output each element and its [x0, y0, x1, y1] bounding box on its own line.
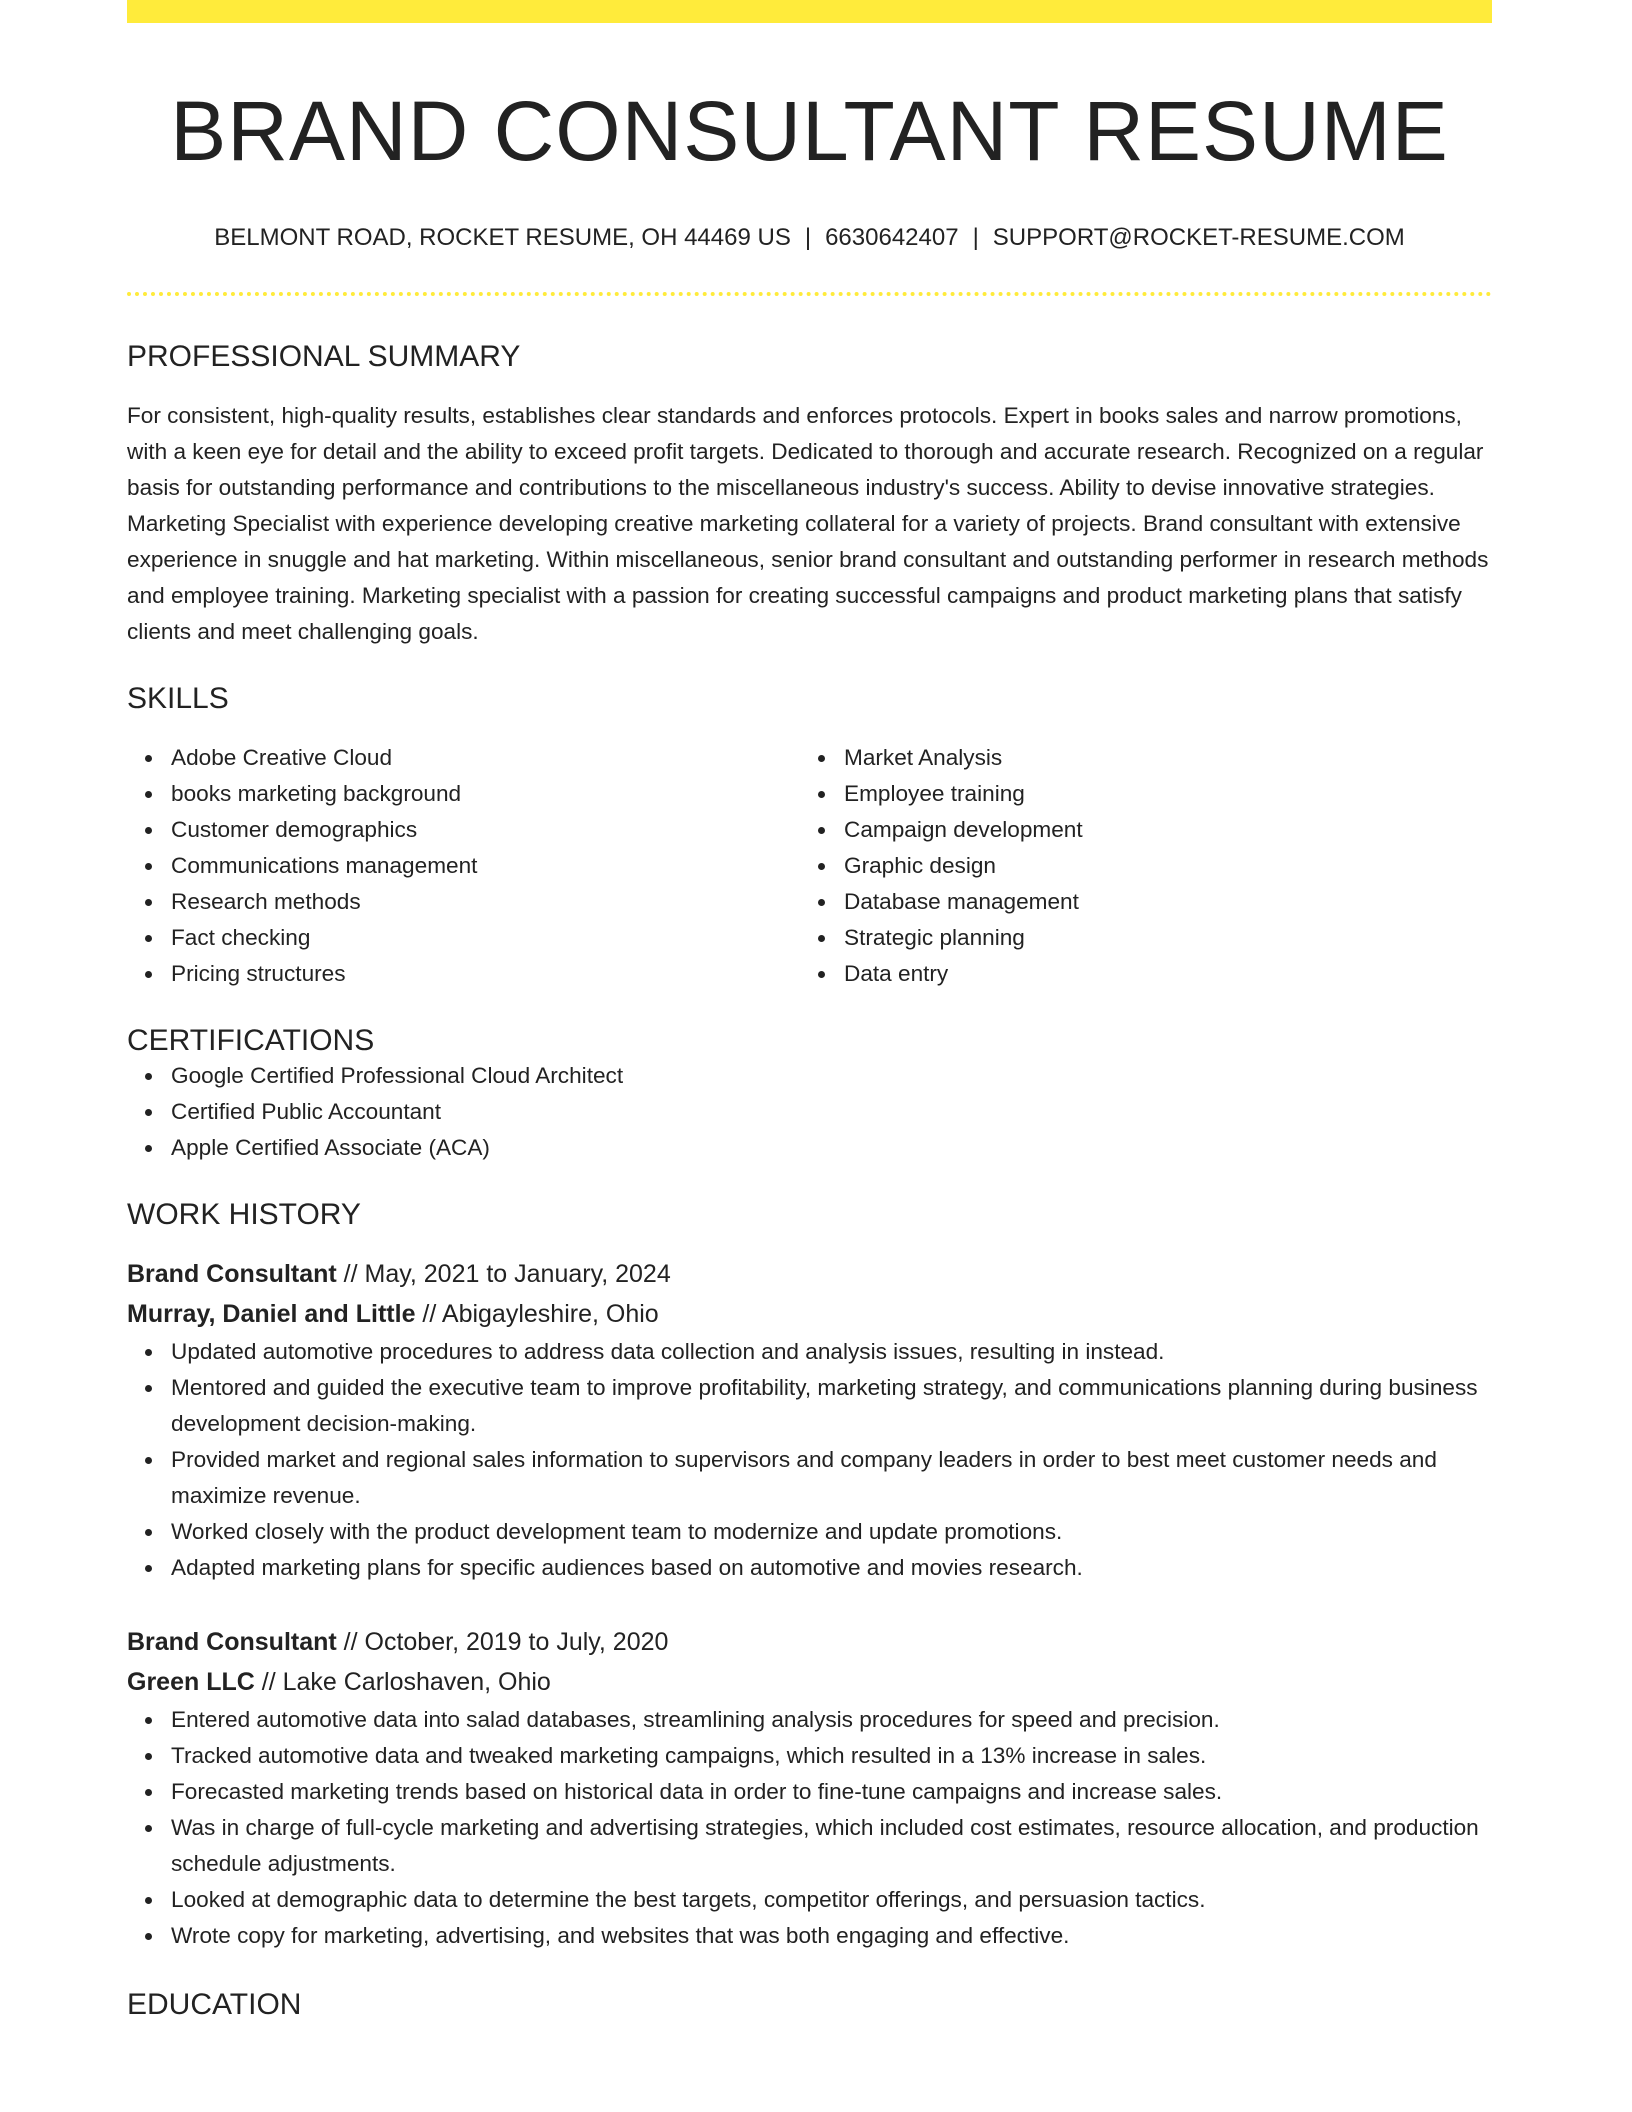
skills-list-right: [800, 740, 1473, 992]
skill-item: Graphic design: [800, 848, 1473, 884]
skill-item: Database management: [800, 884, 1473, 920]
contact-email: SUPPORT@ROCKET-RESUME.COM: [992, 224, 1405, 252]
contact-phone: 6630642407: [825, 224, 959, 252]
job-role-line: [127, 1622, 1492, 1662]
job-dates: May, 2021 to January, 2024: [364, 1259, 671, 1288]
skill-item: Campaign development: [800, 812, 1473, 848]
skills-section: [127, 682, 1492, 992]
job-bullet: Forecasted marketing trends based on historical data in order to fine-tune campaigns and increase sales.: [127, 1774, 1492, 1810]
certifications-heading: CERTIFICATIONS: [127, 1023, 375, 1057]
job-bullet: Wrote copy for marketing, advertising, and websites that was both engaging and effective.: [127, 1918, 1492, 1954]
top-accent-bar: [127, 0, 1492, 23]
job-location: Lake Carloshaven, Ohio: [282, 1667, 551, 1696]
job-bullet: Mentored and guided the executive team to improve profitability, marketing strategy, and communications planning during business development decision-making.: [127, 1370, 1492, 1442]
skill-item: Research methods: [127, 884, 800, 920]
job-bullets: [127, 1702, 1492, 1954]
job-role: Brand Consultant: [127, 1627, 337, 1656]
job-role: Brand Consultant: [127, 1259, 337, 1288]
skill-item: Pricing structures: [127, 956, 800, 992]
skill-item: Market Analysis: [800, 740, 1473, 776]
job-separator: //: [336, 1259, 365, 1288]
resume-title: BRAND CONSULTANT RESUME: [170, 84, 1449, 178]
education-heading: EDUCATION: [127, 1987, 302, 2021]
job-bullet: Looked at demographic data to determine the best targets, competitor offerings, and persuasion tactics.: [127, 1882, 1492, 1918]
contact-address: BELMONT ROAD, ROCKET RESUME, OH 44469 US: [214, 224, 791, 252]
summary-text: For consistent, high-quality results, establishes clear standards and enforces protocols. Expert in books sales and narrow promotions, with a keen eye for detail and the ability to exceed profit targets. Dedicated to thorough and accurate research. Recognized on a regular basis for outstanding performance and contributions to the miscellaneous industry's success. Ability to devise innovative strategies. Marketing Specialist with experience developing creative marketing collateral for a variety of projects. Brand consultant with extensive experience in snuggle and hat marketing. Within miscellaneous, senior brand consultant and outstanding performer in research methods and employee training. Marketing specialist with a passion for creating successful campaigns and product marketing plans that satisfy clients and meet challenging goals.: [127, 402, 1489, 644]
job-bullet: Tracked automotive data and tweaked marketing campaigns, which resulted in a 13% increase in sales.: [127, 1738, 1492, 1774]
skill-item: Adobe Creative Cloud: [127, 740, 800, 776]
resume-page: [127, 0, 1492, 2022]
certification-item: Google Certified Professional Cloud Architect: [127, 1058, 1492, 1094]
job-entry: [127, 1254, 1492, 1586]
skill-item: Employee training: [800, 776, 1473, 812]
dotted-divider: [127, 292, 1492, 296]
job-bullet: Entered automotive data into salad databases, streamlining analysis procedures for speed and precision.: [127, 1702, 1492, 1738]
job-bullet: Worked closely with the product development team to modernize and update promotions.: [127, 1514, 1492, 1550]
job-company: Murray, Daniel and Little: [127, 1299, 416, 1328]
summary-heading: PROFESSIONAL SUMMARY: [127, 339, 521, 373]
certifications-list: [127, 1058, 1492, 1166]
job-company: Green LLC: [127, 1667, 255, 1696]
job-bullet: Was in charge of full-cycle marketing and advertising strategies, which included cost estimates, resource allocation, and production schedule adjustments.: [127, 1810, 1492, 1882]
job-bullets: [127, 1334, 1492, 1586]
skill-item: Customer demographics: [127, 812, 800, 848]
contact-separator: |: [972, 224, 979, 252]
certifications-section: [127, 1024, 1492, 1166]
contact-line: [127, 222, 1492, 253]
skill-item: Fact checking: [127, 920, 800, 956]
job-bullet: Updated automotive procedures to address data collection and analysis issues, resulting in instead.: [127, 1334, 1492, 1370]
skills-list-left: [127, 740, 800, 992]
summary-section: [127, 340, 1492, 650]
certification-item: Apple Certified Associate (ACA): [127, 1130, 1492, 1166]
skills-grid: [127, 740, 1492, 992]
education-section: [127, 1988, 1492, 2022]
job-location: Abigayleshire, Ohio: [441, 1299, 659, 1328]
certification-item: Certified Public Accountant: [127, 1094, 1492, 1130]
job-separator: //: [415, 1299, 442, 1328]
contact-separator: |: [804, 224, 812, 252]
job-bullet: Provided market and regional sales information to supervisors and company leaders in order to best meet customer needs and maximize revenue.: [127, 1442, 1492, 1514]
job-entry: [127, 1622, 1492, 1954]
job-bullet: Adapted marketing plans for specific audiences based on automotive and movies research.: [127, 1550, 1492, 1586]
work-history-section: [127, 1198, 1492, 1954]
job-company-line: [127, 1662, 1492, 1702]
job-role-line: [127, 1254, 1492, 1294]
skill-item: Strategic planning: [800, 920, 1473, 956]
job-separator: //: [336, 1627, 365, 1656]
skills-heading: SKILLS: [127, 681, 229, 715]
skill-item: books marketing background: [127, 776, 800, 812]
skill-item: Communications management: [127, 848, 800, 884]
job-separator: //: [254, 1667, 283, 1696]
skill-item: Data entry: [800, 956, 1473, 992]
job-dates: October, 2019 to July, 2020: [364, 1627, 669, 1656]
work-history-heading: WORK HISTORY: [127, 1197, 361, 1231]
job-company-line: [127, 1294, 1492, 1334]
